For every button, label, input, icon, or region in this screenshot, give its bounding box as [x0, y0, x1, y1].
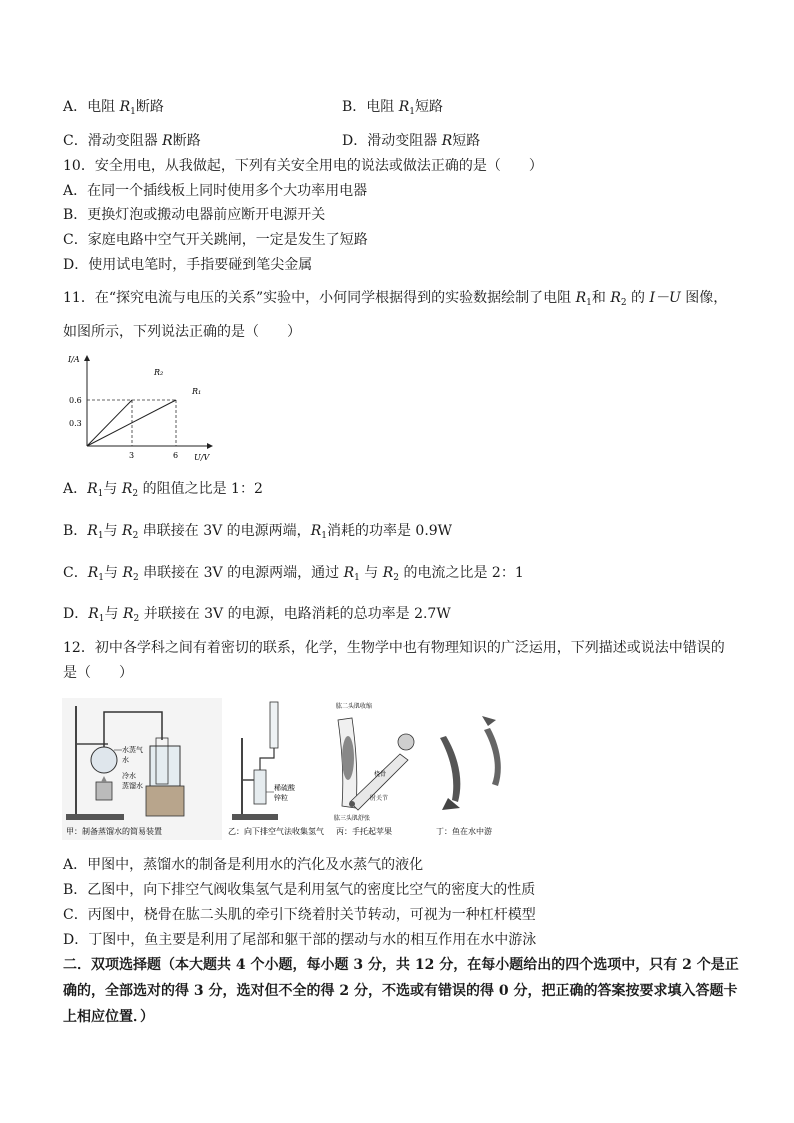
q12-stem-line2: 是（ ） — [63, 665, 133, 681]
y-axis-label: I/A — [68, 355, 80, 364]
option-text: 断路 — [135, 99, 164, 115]
x-tick-label: 6 — [173, 451, 179, 460]
option-text: 与 — [103, 523, 123, 539]
wood-block — [146, 786, 184, 816]
var-r: R — [575, 290, 587, 306]
label: 肱三头肌舒张 — [334, 815, 371, 822]
flask — [91, 747, 117, 773]
q11-stem-line1 — [63, 289, 727, 312]
q12-option-a: A．甲图中，蒸馏水的制备是利用水的汽化及水蒸气的液化 — [63, 857, 424, 873]
distillation-apparatus-figure — [62, 698, 222, 840]
q10-option-a: A．在同一个插线板上同时使用多个大功率用电器 — [63, 183, 368, 199]
beaker — [150, 746, 180, 786]
stem-text: 的 — [626, 290, 650, 306]
caption-bing: 丙：手托起苹果 — [336, 827, 392, 836]
q11-option-d — [63, 605, 451, 628]
arm-lever-figure — [330, 698, 424, 840]
option-letter: D． — [63, 606, 89, 622]
q11-option-a — [63, 480, 263, 503]
stand-base — [232, 814, 278, 820]
caption-yi: 乙：向下排空气法收集氢气 — [228, 827, 324, 836]
subscript: 1 — [321, 531, 327, 541]
var-iu: I－U — [649, 290, 681, 306]
collecting-tube — [270, 702, 278, 748]
test-tube — [254, 770, 266, 804]
subscript: 1 — [409, 107, 416, 117]
subscript: 1 — [98, 614, 105, 624]
var-r: R — [610, 290, 621, 306]
option-text: 与 — [104, 606, 123, 622]
subscript: 1 — [586, 298, 592, 308]
q12-option-b: B．乙图中，向下排空气阀收集氢气是利用氢气的密度比空气的密度大的性质 — [63, 882, 536, 898]
series-label-r1: R₁ — [192, 387, 202, 396]
option-text: A．电阻 — [63, 99, 120, 115]
q11-option-b — [63, 522, 452, 545]
label: 蒸馏水 — [122, 782, 143, 790]
label: 肘关节 — [370, 795, 389, 802]
caption-ding: 丁：鱼在水中游 — [436, 827, 492, 836]
q11-stem-line2: 如图所示，下列说法正确的是（ ） — [63, 324, 301, 340]
subscript: 1 — [97, 531, 104, 541]
option-text: 的阻值之比是 1：2 — [138, 481, 263, 497]
var-r: R — [382, 565, 394, 581]
q12-stem-line1: 12．初中各学科之间有着密切的联系，化学，生物学中也有物理知识的广泛运用，下列描述或说法中错误的 — [63, 640, 725, 656]
q12-option-c: C．丙图中，桡骨在肱二头肌的牵引下绕着肘关节转动，可视为一种杠杆模型 — [63, 907, 536, 923]
option-text: 短路 — [452, 133, 481, 149]
section2-line2: 确的，全部选对的得 3 分，选对但不全的得 2 分，不选或有错误的得 0 分，把正确的答案按要求填入答题卡 — [63, 983, 738, 999]
var-r: R — [343, 565, 355, 581]
option-letter: A． — [63, 481, 88, 497]
series-label-r2: R₂ — [154, 368, 164, 377]
series-line-r2 — [87, 400, 132, 446]
subscript: 1 — [97, 489, 104, 499]
label: 肱二头肌收缩 — [336, 703, 373, 710]
hydrogen-collection-figure — [228, 698, 328, 840]
stem-text: 11．在“探究电流与电压的关系”实验中，小何同学根据得到的实验数据绘制了电阻 — [63, 290, 576, 306]
subscript: 2 — [133, 614, 140, 624]
q10-option-d: D．使用试电笔时，手指要碰到笔尖金属 — [63, 257, 313, 273]
var-r: R — [121, 481, 133, 497]
q9-option-d — [342, 132, 480, 150]
label: 水 — [122, 756, 129, 764]
var-r: R — [87, 565, 99, 581]
fish-figure — [426, 698, 516, 840]
subscript: 1 — [354, 573, 360, 583]
section2-line3: 上相应位置．） — [63, 1009, 154, 1025]
option-text: 并联接在 3V 的电源，电路消耗的总功率是 2.7W — [139, 606, 451, 622]
iu-graph — [66, 350, 226, 466]
option-text: 消耗的功率是 0.9W — [326, 523, 453, 539]
var-r: R — [122, 523, 133, 539]
var-r: R — [122, 565, 133, 581]
caption-jia: 甲：制备蒸馏水的简易装置 — [66, 827, 162, 836]
subscript: 1 — [130, 107, 136, 117]
option-text: C．滑动变阻器 — [63, 133, 163, 149]
q10-option-c: C．家庭电路中空气开关跳闸，一定是发生了短路 — [63, 232, 368, 248]
var-r: R — [441, 133, 453, 149]
label: 冷水 — [122, 772, 136, 780]
label: 锌粒 — [274, 794, 288, 802]
option-text: 串联接在 3V 的电源两端，通过 — [138, 565, 344, 581]
q11-option-c — [63, 564, 524, 587]
option-text: 串联接在 3V 的电源两端， — [138, 523, 311, 539]
var-r: R — [119, 99, 131, 115]
option-letter: B． — [63, 523, 88, 539]
elbow-joint — [349, 801, 355, 807]
var-r: R — [122, 606, 134, 622]
q9-option-a — [63, 98, 164, 121]
option-letter: C． — [63, 565, 88, 581]
label: 桡骨 — [374, 771, 387, 778]
q9-option-b — [342, 98, 443, 121]
var-r: R — [88, 606, 99, 622]
var-r: R — [162, 133, 173, 149]
fish-2 — [484, 728, 501, 786]
option-text: 与 — [104, 565, 123, 581]
option-text: B．电阻 — [342, 99, 399, 115]
label: 水蒸气 — [122, 746, 143, 754]
option-text: 断路 — [172, 133, 201, 149]
label: 稀硫酸 — [274, 784, 295, 792]
var-r: R — [398, 99, 410, 115]
section2-line1: 二．双项选择题（本大题共 4 个小题，每小题 3 分，共 12 分，在每小题给出的四个选项中，只有 2 个是正 — [63, 957, 739, 973]
q10-stem: 10．安全用电，从我做起，下列有关安全用电的说法或做法正确的是（ ） — [63, 158, 543, 174]
biceps — [342, 736, 354, 780]
option-text: 的电流之比是 2：1 — [399, 565, 524, 581]
q10-option-b: B．更换灯泡或搬动电器前应断开电源开关 — [63, 207, 326, 223]
fish-2-tail — [482, 716, 496, 726]
option-text: D．滑动变阻器 — [342, 133, 442, 149]
subscript: 2 — [133, 573, 139, 583]
subscript: 2 — [132, 531, 139, 541]
subscript: 2 — [393, 573, 400, 583]
fish-1 — [440, 736, 460, 802]
y-tick-label: 0.3 — [69, 419, 82, 428]
subscript: 2 — [620, 298, 627, 308]
option-text: 短路 — [415, 99, 444, 115]
option-text: 与 — [359, 565, 383, 581]
stand-base — [66, 814, 124, 820]
stem-text: 和 — [591, 290, 611, 306]
y-tick-label: 0.6 — [69, 396, 82, 405]
var-r: R — [87, 523, 98, 539]
apple — [398, 734, 414, 750]
var-r: R — [310, 523, 322, 539]
series-line-r1 — [87, 400, 176, 446]
q12-option-d: D．丁图中，鱼主要是利用了尾部和躯干部的摆动与水的相互作用在水中游泳 — [63, 932, 537, 948]
subscript: 1 — [98, 573, 104, 583]
subscript: 2 — [132, 489, 139, 499]
x-tick-label: 3 — [129, 451, 135, 460]
delivery-tube — [260, 748, 274, 770]
alcohol-lamp — [96, 782, 112, 800]
option-text: 与 — [103, 481, 122, 497]
stem-text: 图像， — [680, 290, 728, 306]
q9-option-c — [63, 132, 201, 150]
x-axis-label: U/V — [194, 453, 210, 462]
var-r: R — [87, 481, 98, 497]
